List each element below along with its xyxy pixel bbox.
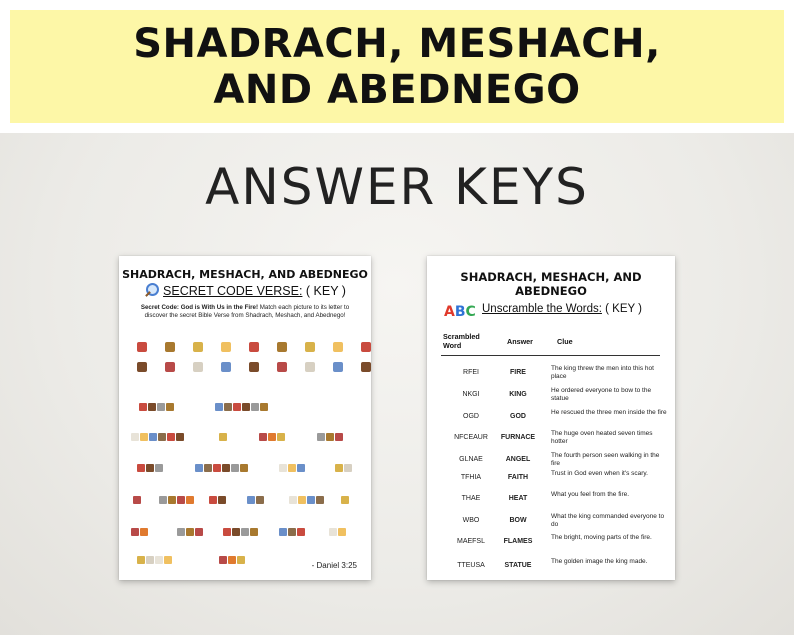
puzzle-word [289, 496, 324, 504]
col-header-clue: Clue [557, 337, 573, 346]
puzzle-picture [137, 556, 145, 564]
puzzle-picture [168, 496, 176, 504]
table-row [427, 409, 675, 431]
puzzle-picture [167, 433, 175, 441]
heading-label: Unscramble the Words: [482, 303, 602, 315]
puzzle-word [215, 403, 268, 411]
secret-code-heading [119, 283, 371, 298]
puzzle-picture [335, 464, 343, 472]
heading-key: ( KEY ) [305, 284, 346, 298]
puzzle-picture [159, 496, 167, 504]
puzzle-picture [298, 496, 306, 504]
puzzle-picture [288, 528, 296, 536]
title-line-2: AND ABEDNEGO [213, 66, 581, 113]
clue-text: The king threw the men into this hot place [551, 365, 654, 380]
puzzle-picture [277, 433, 285, 441]
puzzle-picture [157, 403, 165, 411]
table-row [427, 491, 675, 513]
clue-text: What the king commanded everyone to do [551, 513, 665, 528]
puzzle-picture [139, 403, 147, 411]
puzzle-picture [213, 464, 221, 472]
scrambled-word: NKGI [462, 391, 480, 398]
puzzle-word [279, 464, 305, 472]
table-row [427, 513, 675, 535]
puzzle-picture [223, 528, 231, 536]
puzzle-picture [251, 403, 259, 411]
clue-text: He ordered everyone to bow to the statue [551, 387, 652, 402]
puzzle-picture [259, 433, 267, 441]
picture-key-icon [193, 362, 203, 372]
puzzle-picture [288, 464, 296, 472]
puzzle-picture [268, 433, 276, 441]
puzzle-word [131, 528, 148, 536]
puzzle-picture [166, 403, 174, 411]
puzzle-picture [140, 433, 148, 441]
puzzle-picture [137, 464, 145, 472]
puzzle-picture [242, 403, 250, 411]
answer-word: FLAMES [503, 538, 533, 545]
puzzle-picture [177, 496, 185, 504]
top-banner [0, 0, 794, 133]
sheet-title: SHADRACH, MESHACH, AND ABEDNEGO [460, 270, 642, 298]
puzzle-picture [146, 556, 154, 564]
table-row [427, 558, 675, 580]
clue-text: The golden image the king made. [551, 558, 648, 565]
puzzle-word [177, 528, 203, 536]
puzzle-picture [250, 528, 258, 536]
scrambled-word: TFHIA [460, 474, 482, 481]
puzzle-picture [247, 496, 255, 504]
answer-word: BOW [509, 517, 527, 524]
unscramble-heading [482, 303, 642, 315]
picture-key-icon [333, 342, 343, 352]
scrambled-word: THAE [461, 495, 481, 502]
puzzle-picture [279, 464, 287, 472]
puzzle-picture [228, 556, 236, 564]
puzzle-picture [256, 496, 264, 504]
answer-word: FIRE [510, 369, 526, 376]
puzzle-word [335, 464, 352, 472]
answer-word: STATUE [504, 562, 532, 569]
puzzle-word [219, 556, 245, 564]
puzzle-picture [219, 556, 227, 564]
clue-text: The bright, moving parts of the fire. [551, 534, 652, 541]
puzzle-picture [317, 433, 325, 441]
picture-key-icon [333, 362, 343, 372]
instructions-bold: Secret Code: God is With Us in the Fire! [140, 304, 259, 311]
col-header-answer: Answer [507, 337, 533, 346]
puzzle-picture [133, 496, 141, 504]
puzzle-word [133, 496, 141, 504]
picture-key-icon [277, 342, 287, 352]
puzzle-picture [148, 403, 156, 411]
clue-text: The fourth person seen walking in the fire [551, 452, 660, 467]
puzzle-picture [344, 464, 352, 472]
puzzle-picture [341, 496, 349, 504]
puzzle-picture [164, 556, 172, 564]
subtitle: ANSWER KEYS [205, 158, 589, 216]
puzzle-picture [329, 528, 337, 536]
clue-text: Trust in God even when it's scary. [551, 470, 648, 477]
answer-word: FAITH [507, 474, 529, 481]
picture-key-icon [361, 342, 371, 352]
puzzle-picture [204, 464, 212, 472]
puzzle-word [139, 403, 174, 411]
header-divider [441, 355, 660, 356]
picture-key-icon [137, 342, 147, 352]
col-header-scrambled: Scrambled Word [443, 332, 480, 350]
verse-reference: - Daniel 3:25 [311, 561, 357, 570]
scrambled-word: GLNAE [459, 456, 483, 463]
puzzle-picture [307, 496, 315, 504]
puzzle-word [209, 496, 226, 504]
puzzle-picture [177, 528, 185, 536]
table-row [427, 470, 675, 492]
scrambled-word: MAEFSL [456, 538, 485, 545]
puzzle-picture [224, 403, 232, 411]
puzzle-word [259, 433, 285, 441]
puzzle-word [131, 433, 184, 441]
puzzle-picture [209, 496, 217, 504]
puzzle-picture [289, 496, 297, 504]
table-row [427, 534, 675, 556]
puzzle-word [329, 528, 346, 536]
puzzle-word [137, 464, 163, 472]
table-row [427, 365, 675, 387]
scrambled-word: OGD [463, 413, 479, 420]
puzzle-picture [240, 464, 248, 472]
answer-word: ANGEL [505, 456, 531, 463]
puzzle-word [279, 528, 305, 536]
unscramble-sheet [427, 256, 675, 580]
puzzle-picture [297, 464, 305, 472]
heading-label: SECRET CODE VERSE: [163, 284, 303, 298]
answer-word: FURNACE [500, 434, 536, 441]
scrambled-word: WBO [462, 517, 480, 524]
picture-key-icon [277, 362, 287, 372]
clue-text: He rescued the three men inside the fire [551, 409, 667, 416]
puzzle-picture [131, 528, 139, 536]
scrambled-word: TTEUSA [457, 562, 485, 569]
puzzle-picture [158, 433, 166, 441]
picture-key-icon [137, 362, 147, 372]
heading-key: ( KEY ) [605, 303, 643, 315]
scrambled-word: RFEI [463, 369, 479, 376]
puzzle-picture [232, 528, 240, 536]
instructions [129, 304, 361, 320]
picture-key-icon [249, 362, 259, 372]
puzzle-picture [149, 433, 157, 441]
puzzle-picture [195, 528, 203, 536]
answer-word: KING [509, 391, 527, 398]
puzzle-word [137, 556, 172, 564]
puzzle-picture [231, 464, 239, 472]
sheet-title: SHADRACH, MESHACH, AND ABEDNEGO [122, 268, 368, 281]
puzzle-picture [176, 433, 184, 441]
secret-code-sheet [119, 256, 371, 580]
clue-text: What you feel from the fire. [551, 491, 630, 498]
abc-blocks-icon: ABC [444, 304, 476, 320]
puzzle-picture [316, 496, 324, 504]
title-box [10, 10, 784, 123]
instructions-rest: Match each picture to its letter to discover the secret Bible Verse from Shadrach, Meshach, and Abednego! [144, 304, 350, 319]
puzzle-word [341, 496, 349, 504]
puzzle-word [219, 433, 227, 441]
picture-key-row [137, 362, 386, 372]
puzzle-picture [222, 464, 230, 472]
puzzle-picture [131, 433, 139, 441]
picture-key-icon [305, 342, 315, 352]
puzzle-word [247, 496, 264, 504]
puzzle-picture [195, 464, 203, 472]
picture-key-icon [249, 342, 259, 352]
puzzle-picture [260, 403, 268, 411]
picture-key-icon [221, 362, 231, 372]
puzzle-word [223, 528, 258, 536]
puzzle-picture [219, 433, 227, 441]
puzzle-picture [335, 433, 343, 441]
picture-key-icon [221, 342, 231, 352]
answer-word: HEAT [508, 495, 528, 502]
puzzle-picture [218, 496, 226, 504]
puzzle-word [317, 433, 343, 441]
clue-text: The huge oven heated seven times hotter [551, 430, 653, 445]
puzzle-picture [338, 528, 346, 536]
puzzle-picture [155, 464, 163, 472]
puzzle-word [195, 464, 248, 472]
puzzle-picture [241, 528, 249, 536]
magnifying-glass-icon [144, 283, 158, 297]
puzzle-picture [155, 556, 163, 564]
picture-key-row [137, 342, 386, 352]
puzzle-picture [186, 528, 194, 536]
puzzle-picture [233, 403, 241, 411]
puzzle-picture [279, 528, 287, 536]
puzzle-picture [215, 403, 223, 411]
puzzle-picture [146, 464, 154, 472]
picture-key-icon [165, 362, 175, 372]
picture-key-icon [361, 362, 371, 372]
answer-word: GOD [510, 413, 526, 420]
picture-key-icon [165, 342, 175, 352]
puzzle-word [159, 496, 194, 504]
title-line-1: SHADRACH, MESHACH, [133, 20, 661, 67]
table-row [427, 387, 675, 409]
puzzle-picture [237, 556, 245, 564]
table-row [427, 430, 675, 452]
puzzle-picture [140, 528, 148, 536]
scrambled-word: NFCEAUR [454, 434, 488, 441]
puzzle-picture [186, 496, 194, 504]
puzzle-picture [297, 528, 305, 536]
picture-key-icon [305, 362, 315, 372]
picture-key-icon [193, 342, 203, 352]
puzzle-picture [326, 433, 334, 441]
